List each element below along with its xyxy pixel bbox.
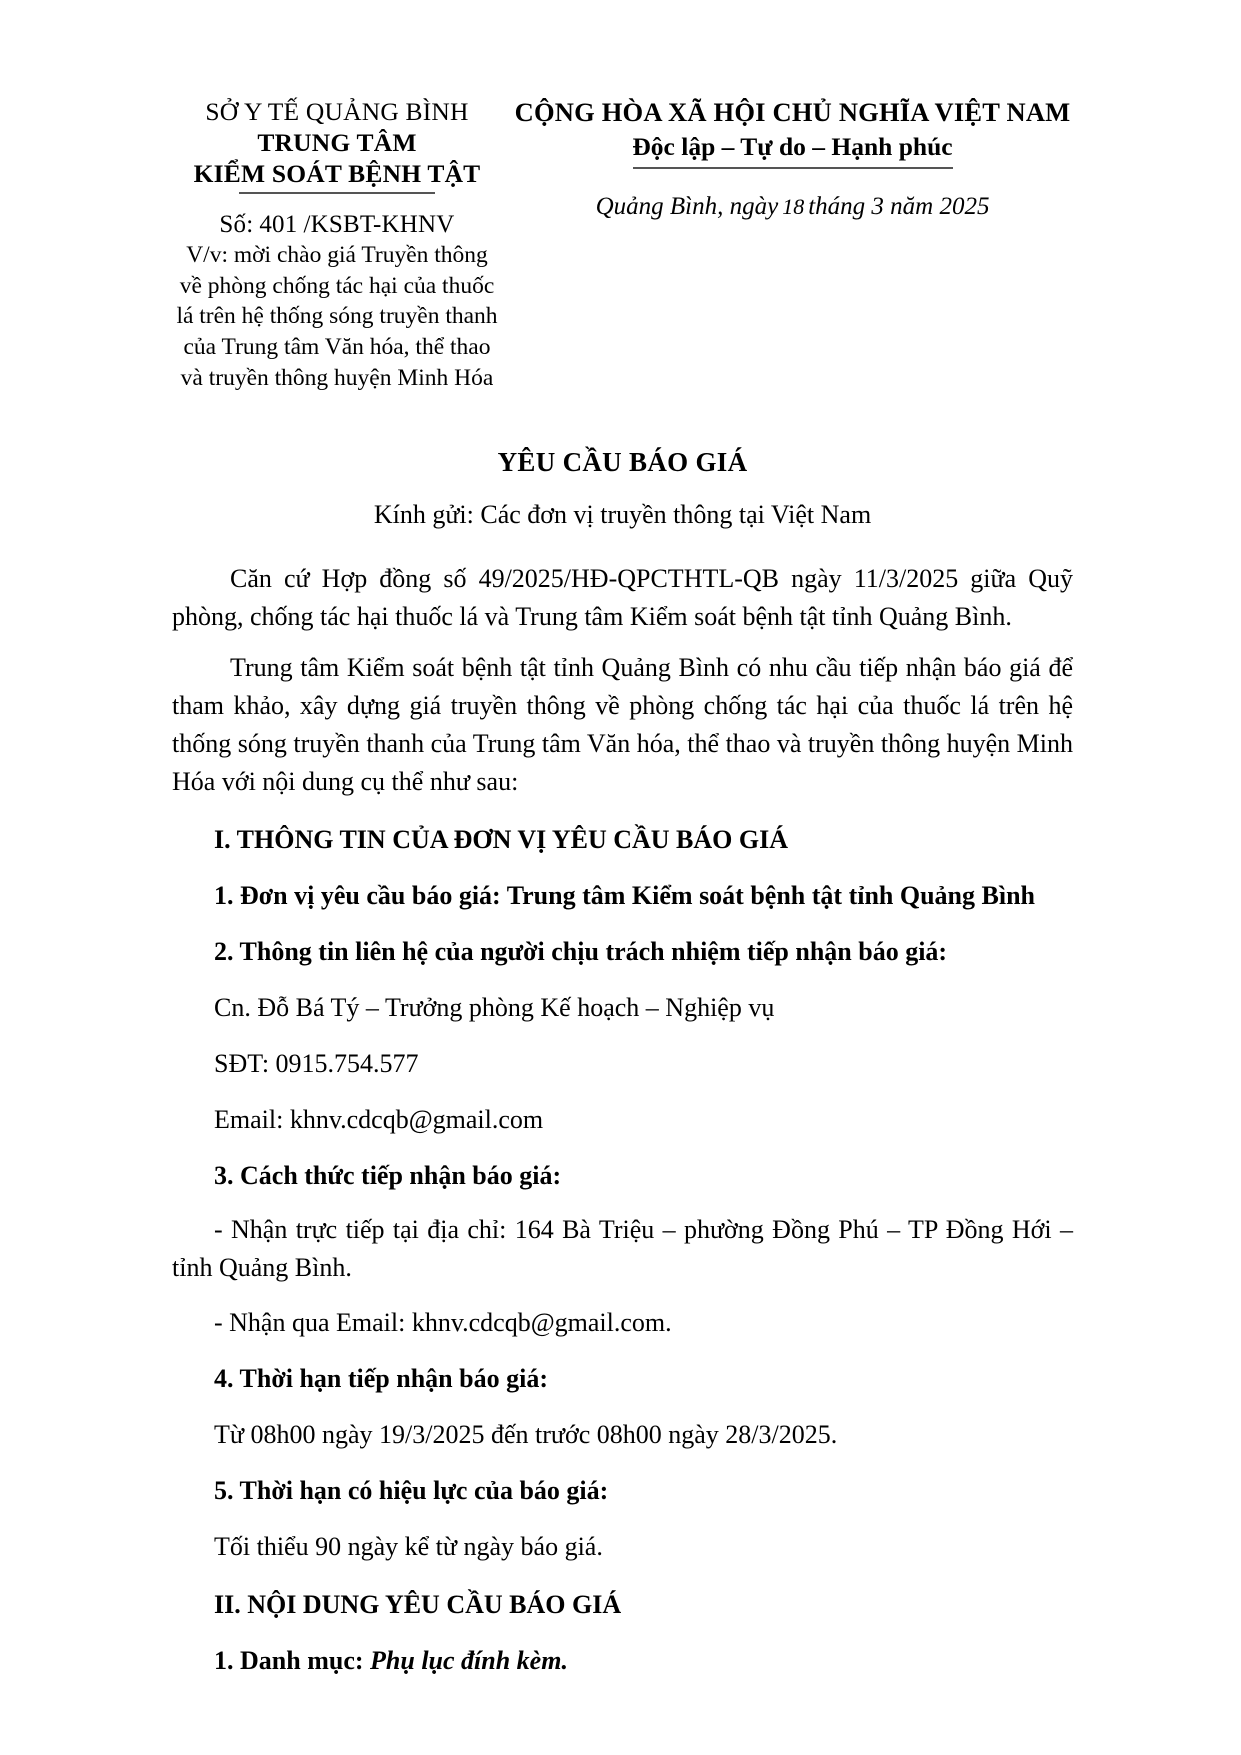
validity-period: Tối thiểu 90 ngày kể từ ngày báo giá. bbox=[214, 1532, 603, 1562]
national-motto: Độc lập – Tự do – Hạnh phúc bbox=[632, 132, 953, 162]
addressee-line: Kính gửi: Các đơn vị truyền thông tại Việt Nam bbox=[373, 500, 872, 530]
header-left-divider bbox=[239, 192, 435, 194]
item-catalog-label: 1. Danh mục: bbox=[214, 1646, 364, 1676]
item-catalog-value: Phụ lục đính kèm. bbox=[370, 1646, 568, 1676]
contact-person-name: Cn. Đỗ Bá Tý – Trưởng phòng Kế hoạch – Nghiệp vụ bbox=[214, 992, 775, 1022]
item-4-deadline-heading: 4. Thời hạn tiếp nhận báo giá: bbox=[214, 1364, 548, 1394]
document-number-suffix: /KSBT-KHNV bbox=[303, 211, 455, 239]
date-prefix: Quảng Bình, ngày bbox=[595, 192, 779, 220]
document-number-label: Số: bbox=[219, 211, 254, 239]
submission-by-email: - Nhận qua Email: khnv.cdcqb@gmail.com. bbox=[214, 1308, 672, 1338]
national-title: CỘNG HÒA XÃ HỘI CHỦ NGHĨA VIỆT NAM bbox=[514, 97, 1071, 127]
contact-email: Email: khnv.cdcqb@gmail.com bbox=[214, 1104, 544, 1134]
center-name-line-1: TRUNG TÂM bbox=[257, 128, 417, 158]
header-right-divider bbox=[633, 167, 953, 169]
subject-line-5: và truyền thông huyện Minh Hóa bbox=[180, 364, 494, 391]
paragraph-purpose: Trung tâm Kiểm soát bệnh tật tỉnh Quảng Bình có nhu cầu tiếp nhận báo giá để tham khảo, xây dựng giá truyền thông về phòng chống tác hại của thuốc lá trên hệ thống sóng truyền thanh của Trung tâm Văn hóa, thể thao và truyền thông huyện Minh Hóa với nội dung cụ thể như sau: bbox=[172, 652, 1073, 796]
national-header-block bbox=[502, 96, 1073, 221]
document-number-value: 401 bbox=[259, 211, 298, 239]
subject-line-1: V/v: mời chào giá Truyền thông bbox=[186, 242, 488, 269]
date-day-value: 18 bbox=[782, 193, 805, 219]
department-name: SỞ Y TẾ QUẢNG BÌNH bbox=[205, 97, 469, 126]
subject-line-3: lá trên hệ thống sóng truyền thanh bbox=[176, 303, 498, 330]
item-catalog-line bbox=[172, 1642, 1073, 1680]
section-heading-ii: II. NỘI DUNG YÊU CẦU BÁO GIÁ bbox=[214, 1590, 622, 1620]
contact-phone: SĐT: 0915.754.577 bbox=[214, 1048, 419, 1078]
document-number-line bbox=[172, 211, 502, 239]
subject-line-2: về phòng chống tác hại của thuốc bbox=[179, 272, 495, 299]
date-month-year: tháng 3 năm 2025 bbox=[808, 192, 990, 220]
item-5-validity-heading: 5. Thời hạn có hiệu lực của báo giá: bbox=[214, 1476, 609, 1506]
item-3-submission-heading: 3. Cách thức tiếp nhận báo giá: bbox=[214, 1160, 562, 1190]
item-1-requesting-unit: 1. Đơn vị yêu cầu báo giá: Trung tâm Kiểm soát bệnh tật tỉnh Quảng Bình bbox=[214, 880, 1036, 910]
document-header bbox=[172, 96, 1073, 393]
deadline-window: Từ 08h00 ngày 19/3/2025 đến trước 08h00 ngày 28/3/2025. bbox=[214, 1420, 838, 1450]
section-heading-i: I. THÔNG TIN CỦA ĐƠN VỊ YÊU CẦU BÁO GIÁ bbox=[214, 824, 789, 854]
place-and-date-line bbox=[512, 193, 1073, 221]
subject-line-4: của Trung tâm Văn hóa, thể thao bbox=[183, 333, 491, 360]
paragraph-legal-basis: Căn cứ Hợp đồng số 49/2025/HĐ-QPCTHTL-QB ngày 11/3/2025 giữa Quỹ phòng, chống tác hại thuốc lá và Trung tâm Kiểm soát bệnh tật tỉnh Quảng Bình. bbox=[172, 564, 1073, 632]
item-2-contact-heading: 2. Thông tin liên hệ của người chịu trách nhiệm tiếp nhận báo giá: bbox=[214, 936, 948, 966]
subject-block bbox=[172, 240, 502, 393]
center-name-line-2: KIỂM SOÁT BỆNH TẬT bbox=[193, 159, 481, 189]
issuing-organization-block bbox=[172, 96, 502, 393]
document-body bbox=[172, 560, 1073, 1680]
submission-in-person: - Nhận trực tiếp tại địa chỉ: 164 Bà Triệu – phường Đồng Phú – TP Đồng Hới – tỉnh Quảng Bình. bbox=[172, 1215, 1073, 1283]
document-title: YÊU CẦU BÁO GIÁ bbox=[497, 447, 748, 478]
